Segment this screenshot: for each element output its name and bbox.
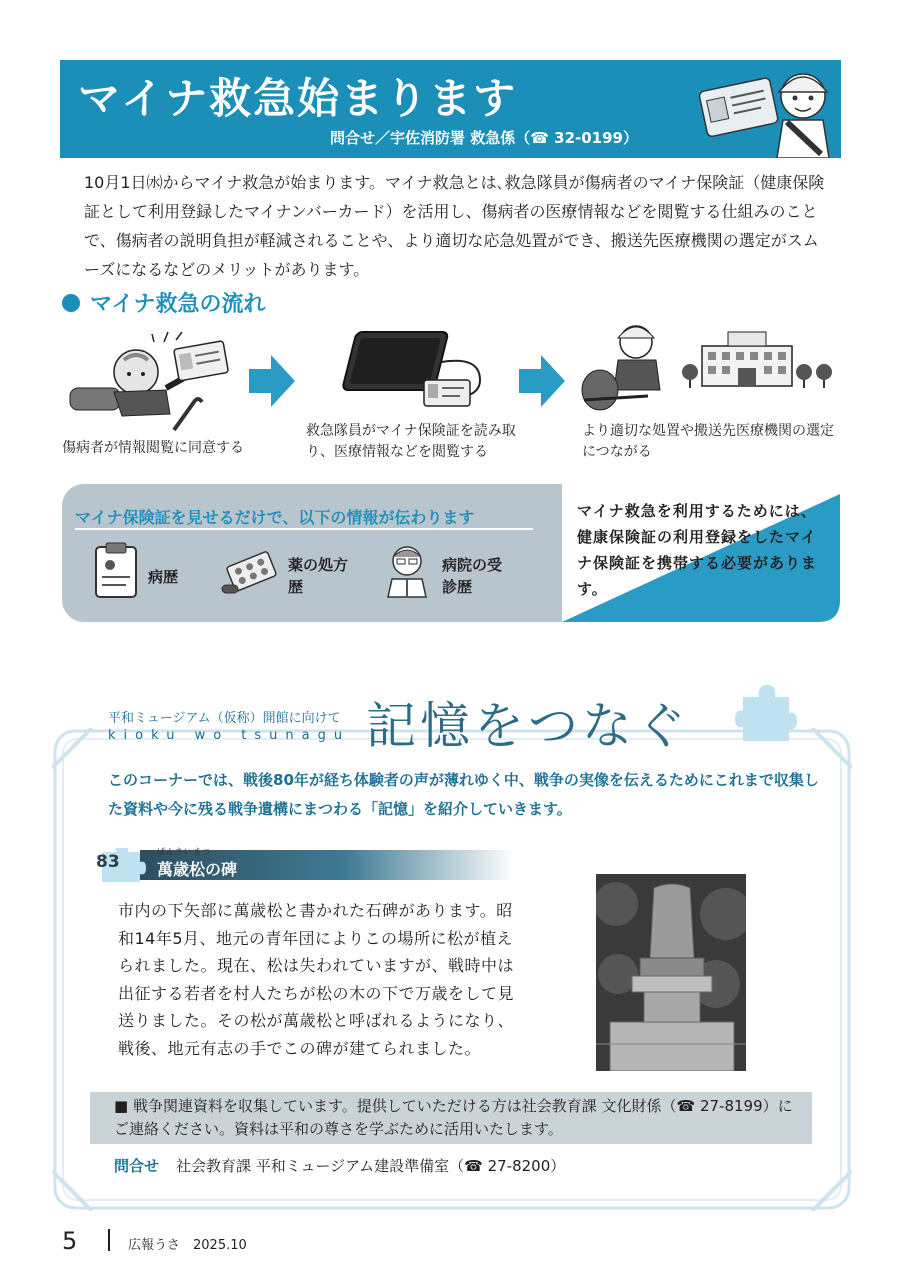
info-item-label: 病院の受診歴	[442, 556, 503, 596]
bullet-dot-icon	[62, 294, 80, 312]
info-item-label: 病歴	[148, 568, 179, 586]
corner-intro: このコーナーでは、戦後80年が経ち体験者の声が薄れゆく中、戦争の実像を伝えるためにこれまで収集した資料や今に残る戦争遺構にまつわる「記憶」を紹介していきます。	[108, 771, 819, 818]
series-title: 記憶をつなぐ	[366, 697, 690, 755]
item-story: 市内の下矢部に萬歳松と書かれた石碑があります。昭和14年5月、地元の青年団によりこの場所に松が植えられました。現在、松は失われていますが、戦時中は出征する若者を村人たちが松の木の下で万歳をして見送りました。その松が萬歳松と呼ばれるようになり、戦後、地元有志の手でこの碑が建てられました。	[118, 901, 515, 1058]
series-romaji: kioku wo tsunagu	[108, 728, 351, 743]
elderly-patient-icon	[66, 330, 236, 436]
clipboard-icon	[92, 541, 140, 599]
magazine-issue: 広報うさ 2025.10	[128, 1238, 247, 1253]
monument-photo	[596, 874, 746, 1071]
info-heading: マイナ保険証を見せるだけで、以下の情報が伝わります	[75, 508, 475, 527]
step-3-caption: より適切な処置や搬送先医療機関の選定につながる	[582, 423, 834, 460]
item-ruby: ばんさいまつ	[157, 847, 211, 856]
info-heading-underline	[75, 528, 533, 530]
card-reader-tablet-icon	[330, 326, 490, 412]
page-number: 5	[62, 1227, 78, 1255]
treatment-hospital-icon	[578, 320, 840, 416]
step-1-caption: 傷病者が情報閲覧に同意する	[62, 440, 244, 456]
inquiry-text: 社会教育課 平和ミュージアム建設準備室（☎ 27-8200）	[176, 1157, 566, 1175]
footer-divider	[108, 1229, 110, 1251]
step-2-caption: 救急隊員がマイナ保険証を読み取り、医療情報などを閲覧する	[306, 423, 516, 460]
item-title: 萬歳松の碑	[157, 860, 238, 879]
flow-heading	[62, 287, 266, 318]
intro-paragraph: 10月1日㈬からマイナ救急が始まります。マイナ救急とは､救急隊員が傷病者のマイナ保険証（健康保険証として利用登録したマイナンバーカード）を活用し、傷病者の医療情報などを閲覧する仕組みのことで、傷病者の説明負担が軽減されることや、より適切な応急処置ができ、搬送先医療機関の選定がスムーズになるなどのメリットがあります。	[84, 173, 825, 279]
puzzle-piece-icon	[735, 679, 797, 745]
collect-notice-text: ■ 戦争関連資料を収集しています。提供していただける方は社会教育課 文化財係（☎ 27-8199）にご連絡ください。資料は平和の尊さを学ぶために活用いたします。	[114, 1097, 793, 1138]
pills-icon	[220, 547, 278, 601]
firefighter-mascot-icon	[695, 64, 835, 158]
inquiry-label: 問合せ	[114, 1157, 160, 1175]
info-item-label: 薬の処方歴	[288, 556, 349, 596]
arrow-right-icon	[519, 355, 565, 407]
item-number: 83	[96, 852, 120, 872]
note-text: マイナ救急を利用するためには、健康保険証の利用登録をしたマイナ保険証を携帯する必要があります。	[577, 502, 818, 598]
flow-heading-text: マイナ救急の流れ	[90, 292, 266, 317]
contact-info: 問合せ／宇佐消防署 救急係（☎ 32-0199）	[330, 129, 638, 147]
series-subheading: 平和ミュージアム（仮称）開館に向けて	[108, 711, 341, 726]
page-title: マイナ救急始まります	[78, 74, 518, 123]
arrow-right-icon	[249, 355, 295, 407]
doctor-icon	[382, 541, 432, 599]
